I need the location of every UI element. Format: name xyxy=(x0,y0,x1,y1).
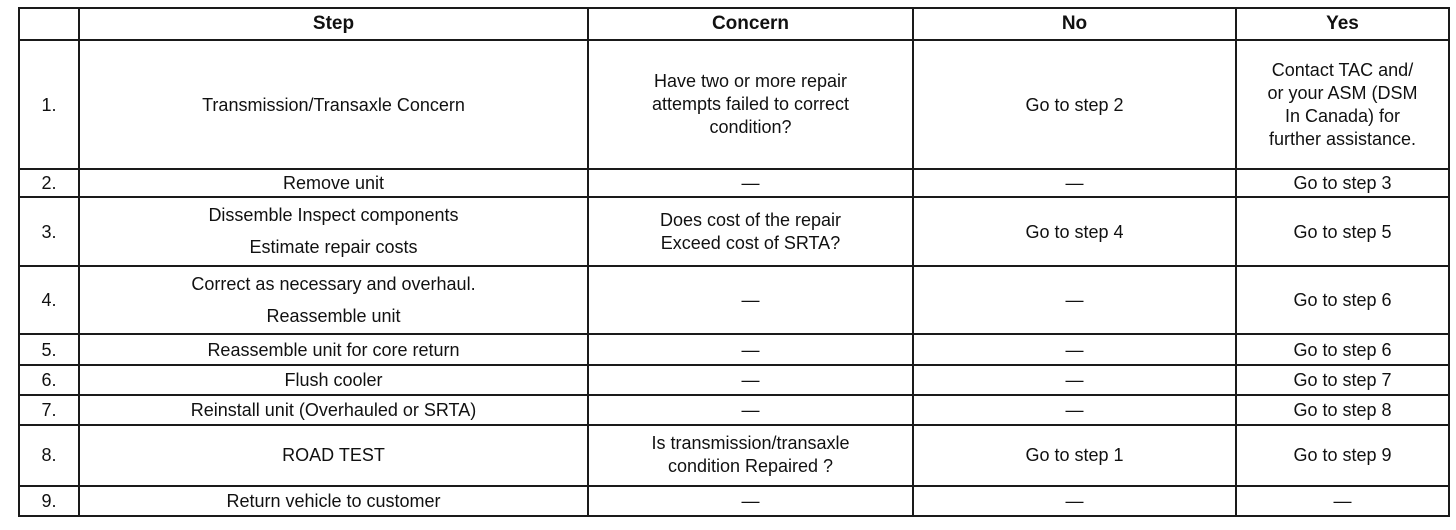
step-number: 9. xyxy=(19,486,79,516)
yes-text: Go to step 7 xyxy=(1293,369,1392,390)
yes-text: Go to step 6 xyxy=(1293,290,1392,311)
yes-cell xyxy=(1236,425,1449,486)
no-cell xyxy=(913,266,1236,335)
concern-cell xyxy=(588,486,913,516)
header-no: No xyxy=(913,8,1236,40)
concern-cell xyxy=(588,425,913,486)
no-text: Go to step 1 xyxy=(1025,445,1124,466)
no-cell xyxy=(913,197,1236,266)
step-text: Transmission/Transaxle Concern xyxy=(202,94,465,115)
concern-text: — xyxy=(741,490,760,511)
step-line: Correct as necessary and overhaul. xyxy=(191,273,476,294)
step-text: Reinstall unit (Overhauled or SRTA) xyxy=(190,400,477,421)
step-cell xyxy=(79,334,588,364)
yes-line: In Canada) for xyxy=(1284,105,1401,126)
no-cell xyxy=(913,334,1236,364)
no-text: — xyxy=(1065,173,1084,194)
concern-text: — xyxy=(741,400,760,421)
concern-cell xyxy=(588,365,913,395)
no-text: Go to step 4 xyxy=(1025,221,1124,242)
concern-line: Have two or more repair xyxy=(653,71,848,92)
header-number xyxy=(19,8,79,40)
step-text: Flush cooler xyxy=(284,369,383,390)
step-line: Dissemble Inspect components xyxy=(208,205,459,226)
step-cell xyxy=(79,40,588,169)
table-row xyxy=(19,266,1449,335)
concern-cell xyxy=(588,40,913,169)
step-cell xyxy=(79,395,588,425)
yes-text: Go to step 8 xyxy=(1293,400,1392,421)
step-cell xyxy=(79,486,588,516)
step-number: 8. xyxy=(19,425,79,486)
step-number: 3. xyxy=(19,197,79,266)
header-step: Step xyxy=(79,8,588,40)
concern-cell xyxy=(588,169,913,197)
no-text: Go to step 2 xyxy=(1025,94,1124,115)
concern-line: condition? xyxy=(709,117,792,138)
step-line: Estimate repair costs xyxy=(249,237,418,258)
concern-text: — xyxy=(741,173,760,194)
diagnostic-table xyxy=(18,7,1450,517)
no-cell xyxy=(913,169,1236,197)
concern-cell xyxy=(588,266,913,335)
yes-text: Go to step 6 xyxy=(1293,339,1392,360)
step-number: 4. xyxy=(19,266,79,335)
concern-cell xyxy=(588,197,913,266)
no-text: — xyxy=(1065,339,1084,360)
step-line: Reassemble unit xyxy=(266,305,401,326)
step-cell xyxy=(79,197,588,266)
yes-text: Go to step 9 xyxy=(1293,445,1392,466)
no-cell xyxy=(913,425,1236,486)
yes-cell xyxy=(1236,334,1449,364)
step-number: 6. xyxy=(19,365,79,395)
step-text: Return vehicle to customer xyxy=(226,490,441,511)
concern-line: condition Repaired ? xyxy=(667,456,834,477)
step-cell xyxy=(79,365,588,395)
yes-text: — xyxy=(1333,490,1352,511)
no-text: — xyxy=(1065,290,1084,311)
table-row xyxy=(19,425,1449,486)
concern-text: — xyxy=(741,339,760,360)
yes-line: or your ASM (DSM xyxy=(1267,82,1418,103)
table-row xyxy=(19,486,1449,516)
no-text: — xyxy=(1065,490,1084,511)
table-row xyxy=(19,169,1449,197)
step-number: 1. xyxy=(19,40,79,169)
concern-text: — xyxy=(741,369,760,390)
concern-line: attempts failed to correct xyxy=(651,94,850,115)
table-row xyxy=(19,334,1449,364)
yes-text: Go to step 3 xyxy=(1293,173,1392,194)
yes-cell xyxy=(1236,395,1449,425)
no-text: — xyxy=(1065,369,1084,390)
table-row xyxy=(19,365,1449,395)
no-cell xyxy=(913,486,1236,516)
no-text: — xyxy=(1065,400,1084,421)
concern-text: — xyxy=(741,290,760,311)
concern-cell xyxy=(588,334,913,364)
yes-cell xyxy=(1236,40,1449,169)
step-text: ROAD TEST xyxy=(282,445,385,466)
step-number: 2. xyxy=(19,169,79,197)
table-row xyxy=(19,40,1449,169)
yes-line: further assistance. xyxy=(1268,128,1417,149)
step-text: Remove unit xyxy=(282,173,385,194)
yes-line: Contact TAC and/ xyxy=(1271,59,1414,80)
step-cell xyxy=(79,266,588,335)
yes-cell xyxy=(1236,266,1449,335)
header-row xyxy=(19,8,1449,40)
no-cell xyxy=(913,40,1236,169)
step-number: 5. xyxy=(19,334,79,364)
step-cell xyxy=(79,425,588,486)
yes-cell xyxy=(1236,197,1449,266)
concern-line: Does cost of the repair xyxy=(659,209,842,230)
header-yes: Yes xyxy=(1236,8,1449,40)
step-cell xyxy=(79,169,588,197)
table-row xyxy=(19,395,1449,425)
concern-cell xyxy=(588,395,913,425)
yes-cell xyxy=(1236,169,1449,197)
concern-line: Exceed cost of SRTA? xyxy=(660,232,841,253)
yes-text: Go to step 5 xyxy=(1293,221,1392,242)
table-row xyxy=(19,197,1449,266)
header-concern: Concern xyxy=(588,8,913,40)
concern-line: Is transmission/transaxle xyxy=(651,433,850,454)
no-cell xyxy=(913,395,1236,425)
yes-cell xyxy=(1236,365,1449,395)
yes-cell xyxy=(1236,486,1449,516)
no-cell xyxy=(913,365,1236,395)
step-number: 7. xyxy=(19,395,79,425)
step-text: Reassemble unit for core return xyxy=(207,339,460,360)
